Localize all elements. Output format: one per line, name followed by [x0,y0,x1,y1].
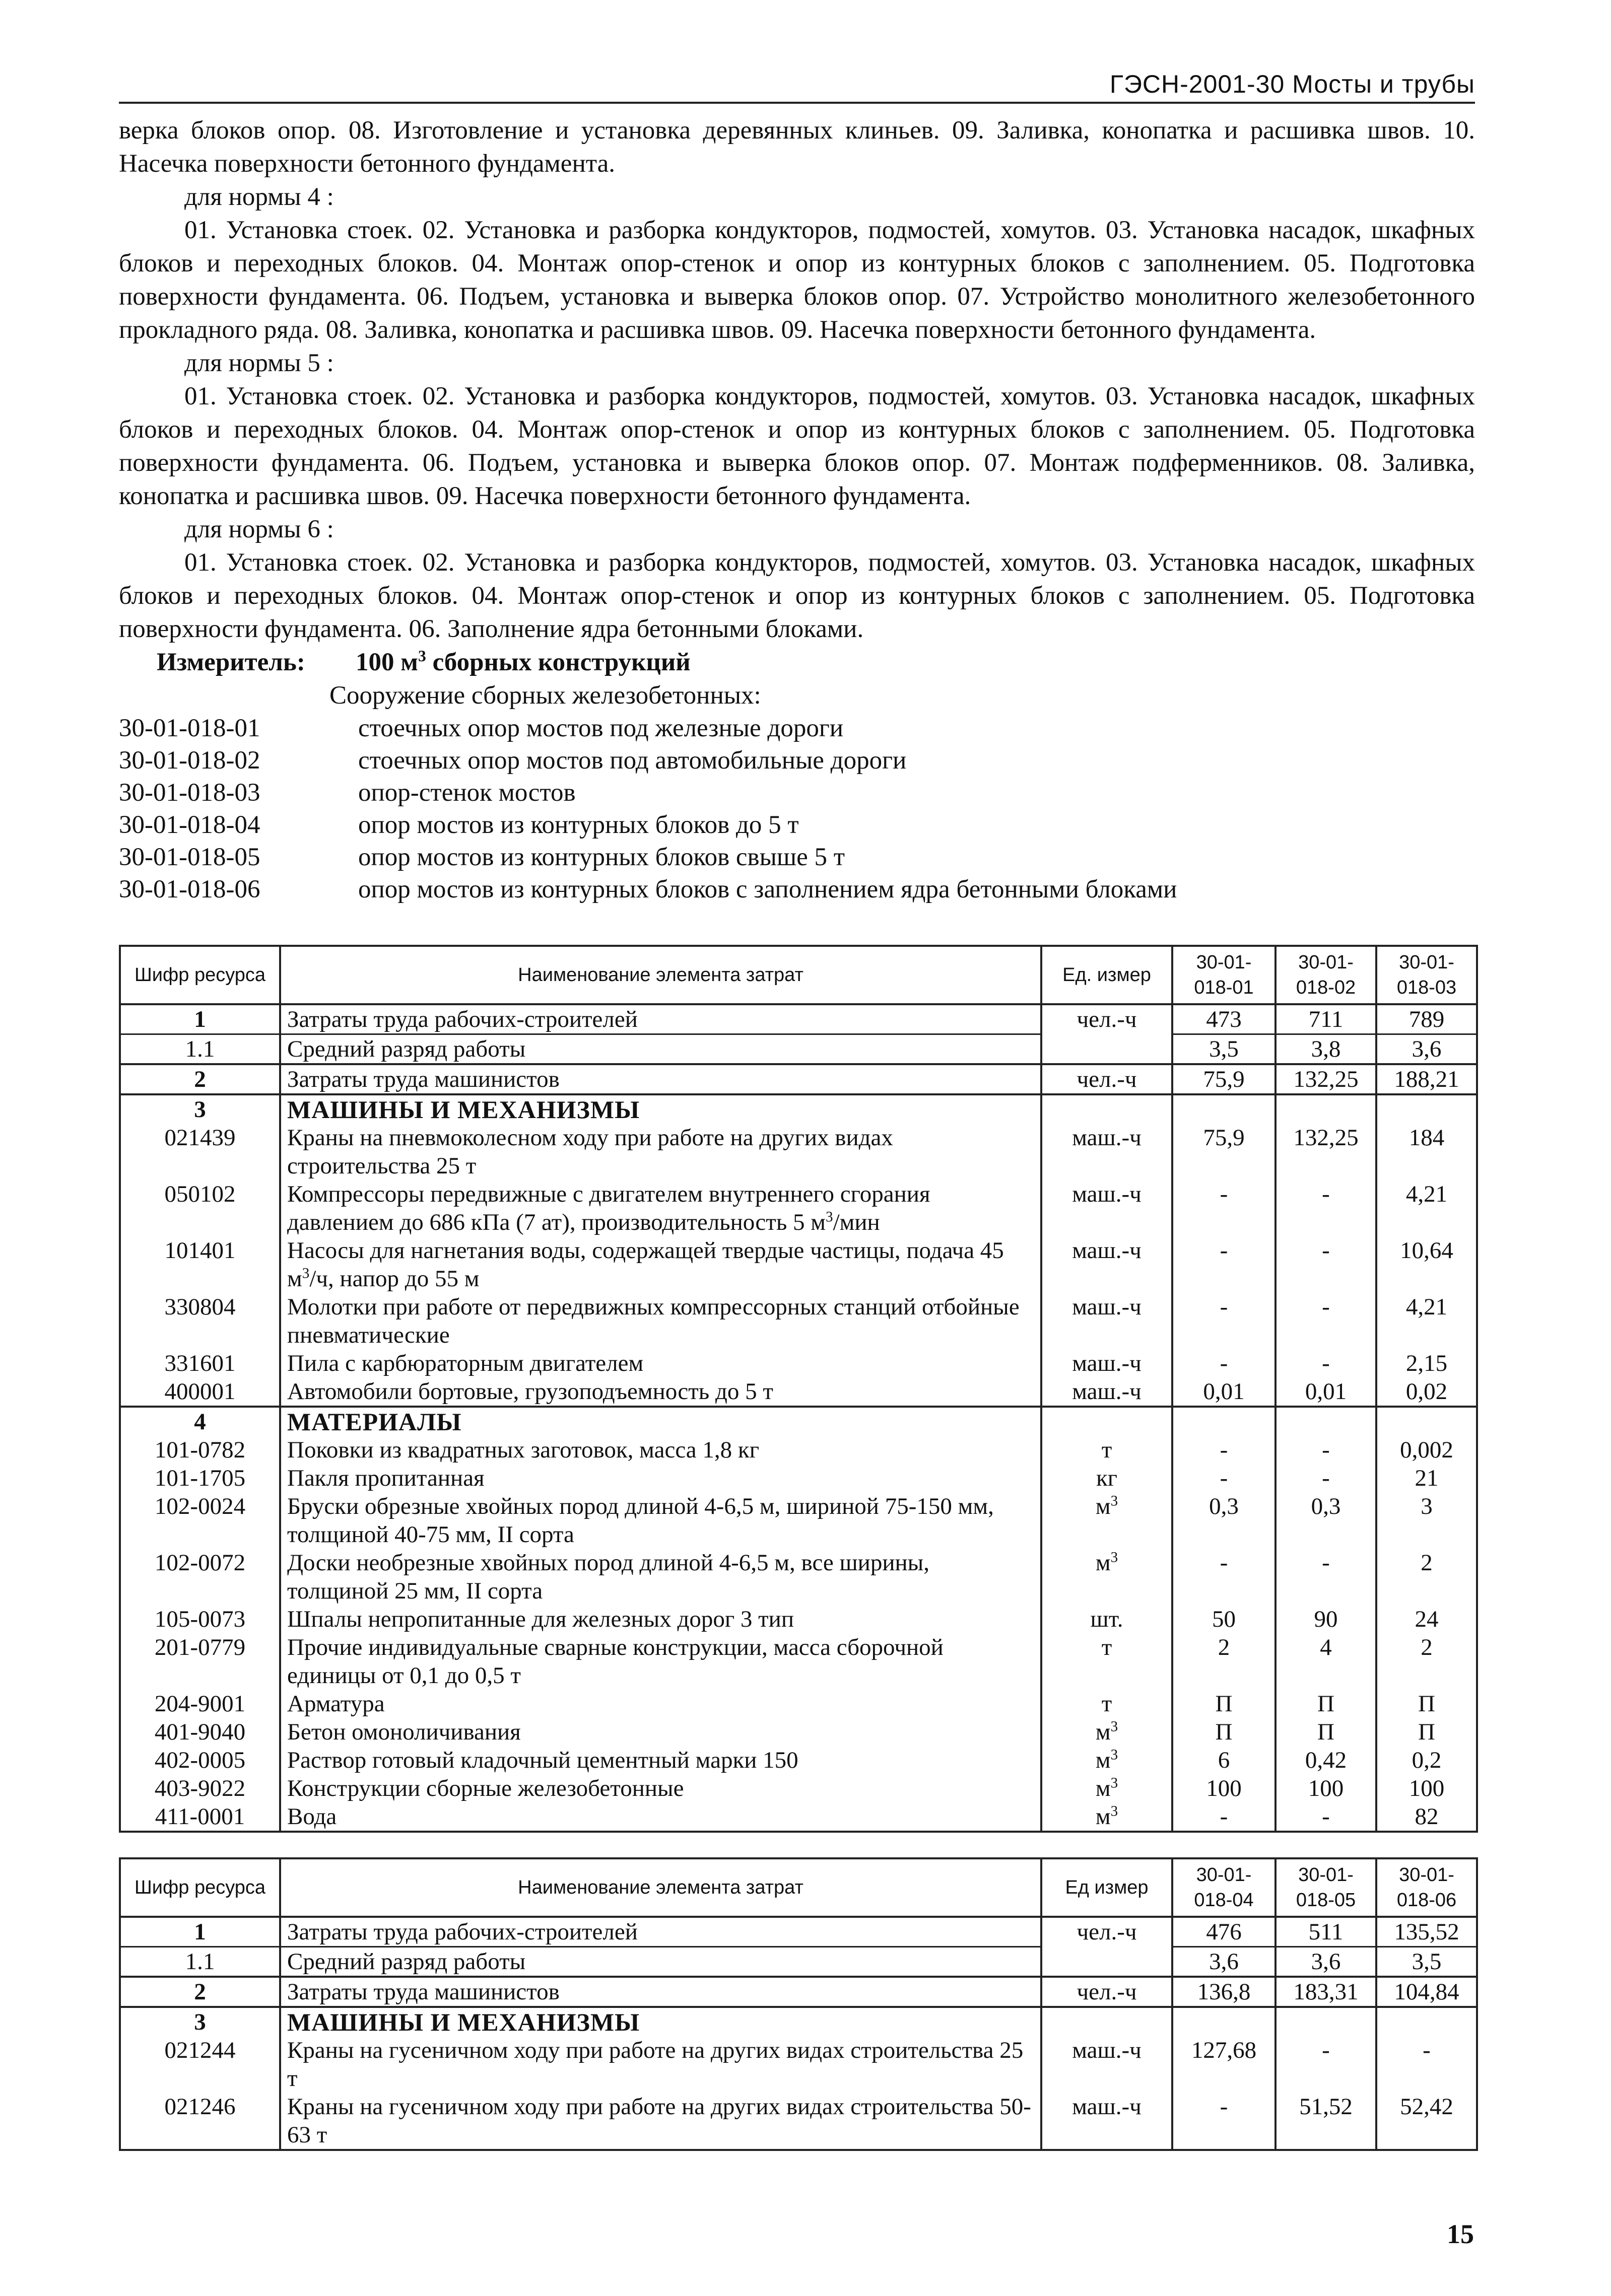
code-row: 30-01-018-04 опор мостов из контурных блоков до 5 т [119,811,799,839]
table-row: 102-0072 Доски необрезные хвойных пород длиной 4-6,5 м, все ширины, толщиной 25 мм, II сорта $м^3$ - - 2 [120,1549,1477,1605]
table-row: 101-0782 Поковки из квадратных заготовок, масса 1,8 кг т - - 0,002 [120,1436,1477,1464]
norm-5-paragraph: 01. Установка стоек. 02. Установка и разборка кондукторов, подмостей, хомутов. 03. Установка насадок, шкафных блоков и переходных блоков. 04. Монтаж опор-стенок и опор из контурных блоков с заполнением. 05. Подготовка поверхности фундамента. 06. Подъем, установка и выверка блоков опор. 07. Монтаж подферменников. 08. Заливка, конопатка и расшивка швов. 09. Насечка поверхности бетонного фундамента. [119,382,1475,510]
table-row: 2 Затраты труда машинистов чел.-ч 136,8 183,31 104,84 [120,1977,1477,2007]
table-row: 411-0001 Вода $м^3$ - - 82 [120,1802,1477,1832]
col-norm-header: 30-01-018-04 [1172,1858,1276,1917]
col-norm-header: 30-01-018-02 [1276,946,1376,1004]
header-title: ГЭСН-2001-30 Мосты и трубы [1109,70,1475,98]
structure-heading: Сооружение сборных железобетонных: [329,681,761,710]
col-unit-header: Ед. измер [1041,946,1172,1004]
code-row: 30-01-018-02 стоечных опор мостов под автомобильные дороги [119,746,907,775]
code-row: 30-01-018-06 опор мостов из контурных блоков с заполнением ядра бетонными блоками [119,875,1177,903]
table-row: 101401 Насосы для нагнетания воды, содержащей твердые частицы, подача 45 $м^3/ч$, напор до 55 м маш.-ч - - 10,64 [120,1236,1477,1293]
measure-value: 100 $м^3$ сборных конструкций [356,647,691,676]
col-norm-header: 30-01-018-03 [1376,946,1477,1004]
section-row-machines: 3 МАШИНЫ И МЕХАНИЗМЫ [120,1094,1477,1124]
code-row: 30-01-018-01 стоечных опор мостов под железные дороги [119,714,844,742]
col-name-header: Наименование элемента затрат [280,946,1041,1004]
table-row: 105-0073 Шпалы непропитанные для железных дорог 3 тип шт. 50 90 24 [120,1605,1477,1633]
page-number: 15 [1447,2219,1474,2249]
code-row: 30-01-018-05 опор мостов из контурных блоков свыше 5 т [119,843,845,871]
table-row: 402-0005 Раствор готовый кладочный цементный марки 150 $м^3$ 6 0,42 0,2 [120,1746,1477,1774]
table-row: 101-1705 Пакля пропитанная кг - - 21 [120,1464,1477,1492]
table-row: 1.1 Средний разряд работы 3,6 3,6 3,5 [120,1947,1477,1977]
table-row: 331601 Пила с карбюраторным двигателем маш.-ч - - 2,15 [120,1349,1477,1377]
col-code-header: Шифр ресурса [120,1858,280,1917]
resource-table-1 [119,945,1478,1833]
table-row: 330804 Молотки при работе от передвижных компрессорных станций отбойные пневматические маш.-ч - - 4,21 [120,1293,1477,1349]
table-row: 401-9040 Бетон омоноличивания $м^3$ П П П [120,1718,1477,1746]
table-row: 1 Затраты труда рабочих-строителей чел.-ч 473 711 789 [120,1004,1477,1034]
col-norm-header: 30-01-018-05 [1276,1858,1376,1917]
col-name-header: Наименование элемента затрат [280,1858,1041,1917]
table-row: 021244 Краны на гусеничном ходу при работе на других видах строительства 25 т маш.-ч 127,68 - - [120,2036,1477,2093]
table-row: 021439 Краны на пневмоколесном ходу при работе на других видах строительства 25 т маш.-ч 75,9 132,25 184 [120,1124,1477,1180]
table-row: 1.1 Средний разряд работы 3,5 3,8 3,6 [120,1034,1477,1065]
measure-line [119,646,1475,679]
norm-6-paragraph: 01. Установка стоек. 02. Установка и разборка кондукторов, подмостей, хомутов. 03. Установка насадок, шкафных блоков и переходных блоков. 04. Монтаж опор-стенок и опор из контурных блоков с заполнением. 05. Подготовка поверхности фундамента. 06. Заполнение ядра бетонными блоками. [119,548,1475,643]
table-row: 1 Затраты труда рабочих-строителей чел.-ч 476 511 135,52 [120,1917,1477,1947]
table-row: 102-0024 Бруски обрезные хвойных пород длиной 4-6,5 м, шириной 75-150 мм, толщиной 40-75 мм, II сорта $м^3$ 0,3 0,3 3 [120,1492,1477,1549]
page-header [119,59,1475,104]
table-row: 204-9001 Арматура т П П П [120,1690,1477,1718]
col-code-header: Шифр ресурса [120,946,280,1004]
paragraph-continuation: верка блоков опор. 08. Изготовление и установка деревянных клиньев. 09. Заливка, конопатка и расшивка швов. 10. Насечка поверхности бетонного фундамента. [119,116,1475,178]
table-row: 2 Затраты труда машинистов чел.-ч 75,9 132,25 188,21 [120,1064,1477,1094]
table-row: 400001 Автомобили бортовые, грузоподъемность до 5 т маш.-ч 0,01 0,01 0,02 [120,1377,1477,1407]
norm-4-label: для нормы 4 : [184,183,334,211]
resource-table-2 [119,1857,1478,2151]
norm-5-label: для нормы 5 : [184,349,334,377]
table-row: 050102 Компрессоры передвижные с двигателем внутреннего сгорания давлением до 686 кПа (7 ат), производительность 5 $м^3$/мин маш.-ч - - 4,21 [120,1180,1477,1236]
section-row-materials: 4 МАТЕРИАЛЫ [120,1407,1477,1436]
table-row: 201-0779 Прочие индивидуальные сварные конструкции, масса сборочной единицы от 0,1 до 0,5 т т 2 4 2 [120,1633,1477,1690]
table-header-row [120,1858,1477,1917]
section-row-machines: 3 МАШИНЫ И МЕХАНИЗМЫ [120,2007,1477,2036]
measure-label: Измеритель: [157,648,305,676]
table-header-row [120,946,1477,1004]
table-row: 021246 Краны на гусеничном ходу при работе на других видах строительства 50-63 т маш.-ч - 51,52 52,42 [120,2093,1477,2150]
norm-6-label: для нормы 6 : [184,515,334,543]
col-norm-header: 30-01-018-06 [1376,1858,1477,1917]
col-unit-header: Ед измер [1041,1858,1172,1917]
norm-4-paragraph: 01. Установка стоек. 02. Установка и разборка кондукторов, подмостей, хомутов. 03. Установка насадок, шкафных блоков и переходных блоков. 04. Монтаж опор-стенок и опор из контурных блоков с заполнением. 05. Подготовка поверхности фундамента. 06. Подъем, установка и выверка блоков опор. 07. Устройство монолитного железобетонного прокладного ряда. 08. Заливка, конопатка и расшивка швов. 09. Насечка поверхности бетонного фундамента. [119,216,1475,344]
col-norm-header: 30-01-018-01 [1172,946,1276,1004]
table-row: 403-9022 Конструкции сборные железобетонные $м^3$ 100 100 100 [120,1774,1477,1802]
document-body [119,114,1475,906]
code-row: 30-01-018-03 опор-стенок мостов [119,779,576,807]
